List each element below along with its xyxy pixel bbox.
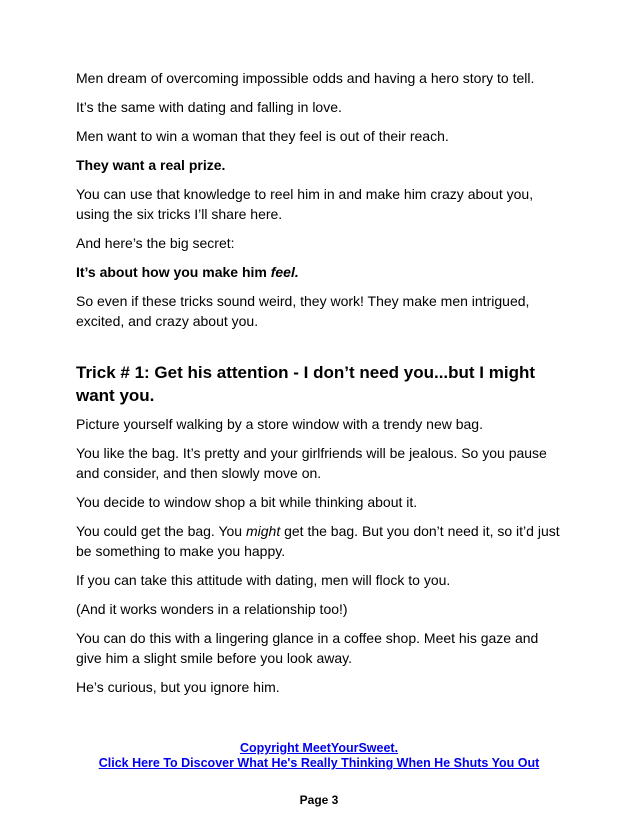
text-run: get the bag. But you don’t need it, so it’d just be something to make you happy. [76,523,560,559]
paragraph: Men dream of overcoming impossible odds and having a hero story to tell. [76,70,535,86]
page-number: Page 3 [299,793,339,807]
paragraph: So even if these tricks sound weird, they work! They make men intrigued, excited, and crazy about you. [76,293,530,329]
copyright-link[interactable]: Copyright MeetYourSweet. [239,741,399,755]
paragraph: You like the bag. It’s pretty and your girlfriends will be jealous. So you pause and consider, and then slowly move on. [76,445,547,481]
page-body [76,68,566,706]
key-secret-paragraph [76,262,566,282]
bold-paragraph: They want a real prize. [76,157,226,173]
paragraph: And here’s the big secret: [76,235,235,251]
paragraph: You decide to window shop a bit while thinking about it. [76,494,418,510]
promo-link[interactable]: Click Here To Discover What He's Really Thinking When He Shuts You Out [98,756,540,770]
paragraph: It’s the same with dating and falling in love. [76,99,342,115]
paragraph: Men want to win a woman that they feel is out of their reach. [76,128,449,144]
paragraph: You can do this with a lingering glance in a coffee shop. Meet his gaze and give him a slight smile before you look away. [76,630,539,666]
emphasis-might: might [245,523,281,539]
text-run: You could get the bag. You [76,523,246,539]
section-heading-trick-1: Trick # 1: Get his attention - I don’t need you...but I might want you. [76,363,536,405]
secret-text: It’s about how you make him [76,264,271,280]
paragraph: Picture yourself walking by a store window with a trendy new bag. [76,416,483,432]
paragraph: (And it works wonders in a relationship too!) [76,601,348,617]
copyright-footer [0,741,638,755]
paragraph: You can use that knowledge to reel him in and make him crazy about you, using the six tricks I’ll share here. [76,186,534,222]
emphasis-feel: feel. [270,264,299,280]
paragraph: If you can take this attitude with dating, men will flock to you. [76,572,451,588]
promo-footer [0,756,638,770]
paragraph [76,521,566,561]
paragraph: He’s curious, but you ignore him. [76,679,280,695]
